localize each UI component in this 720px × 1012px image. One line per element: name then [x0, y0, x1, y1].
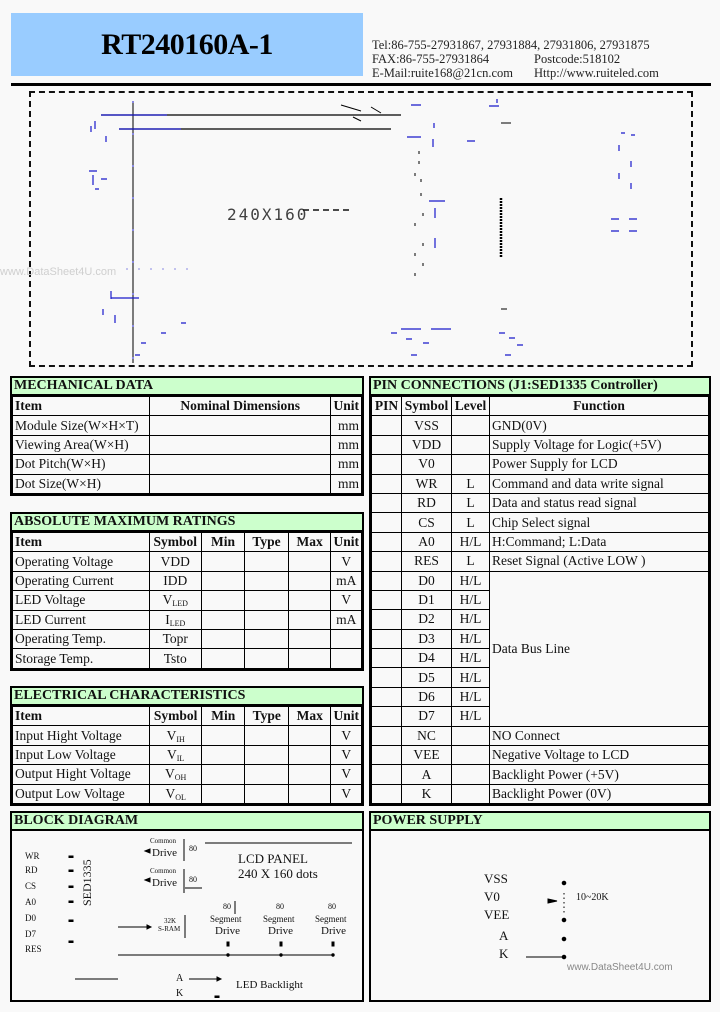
- symbol: V: [165, 785, 176, 801]
- pin-table: [371, 396, 709, 804]
- function: GND(0V): [490, 416, 709, 435]
- pin: [372, 687, 402, 706]
- table-row: [13, 629, 362, 648]
- function: Reset Signal (Active LOW ): [490, 552, 709, 571]
- table-row: [13, 784, 362, 803]
- pin: [372, 726, 402, 745]
- col-type: Type: [245, 707, 289, 726]
- col-item: Item: [13, 397, 150, 416]
- resistor-value: 10~20K: [576, 892, 609, 903]
- segment-count-3: 80: [328, 902, 336, 911]
- level: [452, 746, 490, 765]
- table-row: [372, 552, 709, 571]
- function: H:Command; L:Data: [490, 532, 709, 551]
- table-row: [372, 784, 709, 803]
- common-drive-2: Drive: [152, 877, 178, 889]
- pin: [372, 590, 402, 609]
- absolute-ratings-table: [12, 532, 362, 669]
- function-data-bus: Data Bus Line: [490, 571, 709, 726]
- table-row: [13, 765, 362, 784]
- segment-label-1: Segment: [210, 914, 242, 924]
- item: Input Low Voltage: [13, 745, 150, 764]
- function: Negative Voltage to LCD: [490, 746, 709, 765]
- controller-label: SED1335: [80, 859, 94, 906]
- item: LED Voltage: [13, 591, 150, 610]
- level: H/L: [452, 610, 490, 629]
- segment-count-1: 80: [223, 902, 231, 911]
- signal-d7: D7: [25, 929, 36, 939]
- level: L: [452, 552, 490, 571]
- common-count-1: 80: [189, 844, 197, 853]
- ps-vee: VEE: [484, 907, 510, 922]
- table-row: [13, 552, 362, 571]
- pin: [372, 474, 402, 493]
- unit: V: [331, 591, 362, 610]
- level: L: [452, 493, 490, 512]
- lcd-panel-dots: 240 X 160 dots: [238, 866, 318, 881]
- symbol: A0: [402, 532, 452, 551]
- symbol: D2: [402, 610, 452, 629]
- signal-wr: WR: [25, 851, 40, 861]
- table-row: [13, 726, 362, 745]
- col-unit: Unit: [331, 707, 362, 726]
- table-row: [372, 416, 709, 435]
- signal-d0: D0: [25, 913, 36, 923]
- item: Input Hight Voltage: [13, 726, 150, 745]
- anode-label: A: [176, 973, 184, 984]
- table-row: [372, 765, 709, 784]
- unit: V: [331, 784, 362, 803]
- unit: mm: [331, 455, 362, 474]
- common-drive-1: Drive: [152, 847, 178, 859]
- electrical-title: ELECTRICAL CHARACTERISTICS: [12, 688, 362, 706]
- pin: [372, 571, 402, 590]
- item: Dot Pitch(W×H): [13, 455, 150, 474]
- col-min: Min: [202, 707, 245, 726]
- value: [150, 474, 331, 493]
- symbol: V: [167, 746, 177, 762]
- unit: mm: [331, 474, 362, 493]
- unit: mA: [331, 610, 362, 629]
- col-function: Function: [490, 397, 709, 416]
- signal-res: RES: [25, 944, 42, 954]
- drawing-lines: [31, 93, 695, 369]
- table-row: [13, 455, 362, 474]
- drawing-label: 240X160: [227, 205, 309, 224]
- item: Module Size(W×H×T): [13, 416, 150, 435]
- table-row: [13, 571, 362, 590]
- website-link[interactable]: Http://www.ruiteled.com: [534, 66, 659, 80]
- item: Operating Voltage: [13, 552, 150, 571]
- fax: FAX:86-755-27931864: [372, 52, 490, 66]
- symbol: Topr: [162, 631, 188, 647]
- col-symbol: Symbol: [402, 397, 452, 416]
- unit: V: [331, 552, 362, 571]
- table-row: [372, 532, 709, 551]
- table-row: [13, 474, 362, 493]
- symbol: V0: [402, 455, 452, 474]
- value: [150, 416, 331, 435]
- unit: V: [331, 726, 362, 745]
- unit: mm: [331, 435, 362, 454]
- pin: [372, 629, 402, 648]
- common-label-1: Common: [150, 837, 177, 845]
- item: Dot Size(W×H): [13, 474, 150, 493]
- col-symbol: Symbol: [149, 533, 201, 552]
- symbol: Tsto: [163, 650, 187, 666]
- cathode-label: K: [176, 988, 184, 999]
- symbol: V: [166, 727, 177, 743]
- symbol: CS: [402, 513, 452, 532]
- item: Viewing Area(W×H): [13, 435, 150, 454]
- table-row: [13, 610, 362, 629]
- level: H/L: [452, 649, 490, 668]
- lcd-panel-label: LCD PANEL: [238, 851, 308, 866]
- ps-a: A: [499, 928, 509, 943]
- level: H/L: [452, 571, 490, 590]
- pin: [372, 765, 402, 784]
- symbol: VDD: [402, 435, 452, 454]
- level: L: [452, 513, 490, 532]
- pin: [372, 552, 402, 571]
- segment-count-2: 80: [276, 902, 284, 911]
- function: Backlight Power (+5V): [490, 765, 709, 784]
- table-row: [13, 435, 362, 454]
- symbol-sub: IL: [176, 753, 185, 763]
- pin-connections-title: PIN CONNECTIONS (J1:SED1335 Controller): [371, 378, 709, 396]
- level: H/L: [452, 590, 490, 609]
- symbol: D7: [402, 707, 452, 726]
- item: Operating Temp.: [13, 629, 150, 648]
- level: [452, 455, 490, 474]
- symbol-sub: LED: [169, 618, 186, 628]
- function: Command and data write signal: [490, 474, 709, 493]
- electrical-characteristics-panel: [10, 686, 364, 806]
- contact-info: [372, 38, 659, 80]
- symbol: I: [165, 611, 170, 627]
- symbol: V: [165, 766, 175, 782]
- pin: [372, 610, 402, 629]
- symbol: NC: [402, 726, 452, 745]
- pin: [372, 668, 402, 687]
- table-row: [13, 591, 362, 610]
- electrical-table: [12, 706, 362, 804]
- pin: [372, 493, 402, 512]
- level: [452, 435, 490, 454]
- symbol-sub: LED: [172, 599, 188, 609]
- function: Backlight Power (0V): [490, 784, 709, 803]
- email: E-Mail:ruite168@21cn.com: [372, 66, 513, 80]
- col-item: Item: [13, 533, 150, 552]
- pin: [372, 707, 402, 726]
- table-row: [372, 493, 709, 512]
- unit: [331, 649, 362, 668]
- table-row: [13, 416, 362, 435]
- sram-size: 32K: [164, 917, 177, 925]
- symbol-sub: OH: [174, 773, 187, 783]
- unit: [331, 629, 362, 648]
- ps-vss: VSS: [484, 871, 508, 886]
- col-symbol: Symbol: [150, 707, 202, 726]
- value: [150, 455, 331, 474]
- mechanical-drawing: [29, 91, 693, 367]
- table-row: [372, 513, 709, 532]
- col-max: Max: [288, 707, 331, 726]
- block-diagram-lines: [12, 831, 362, 1001]
- symbol: D5: [402, 668, 452, 687]
- col-nominal: Nominal Dimensions: [150, 397, 331, 416]
- symbol: IDD: [163, 572, 188, 588]
- symbol: VSS: [402, 416, 452, 435]
- level: [452, 416, 490, 435]
- power-supply-title: POWER SUPPLY: [371, 813, 709, 831]
- symbol: V: [162, 592, 173, 608]
- pin: [372, 532, 402, 551]
- table-row: [372, 455, 709, 474]
- signal-a0: A0: [25, 897, 36, 907]
- level: [452, 726, 490, 745]
- col-type: Type: [245, 533, 289, 552]
- block-diagram-panel: [10, 811, 364, 1002]
- model-title: RT240160A-1: [101, 27, 273, 61]
- postcode: Postcode:518102: [534, 52, 621, 66]
- value: [150, 435, 331, 454]
- segment-label-3: Segment: [315, 914, 347, 924]
- pin: [372, 784, 402, 803]
- level: [452, 784, 490, 803]
- mechanical-data-panel: [10, 376, 364, 496]
- symbol-sub: IH: [176, 734, 185, 744]
- col-item: Item: [13, 707, 150, 726]
- table-row: [372, 435, 709, 454]
- function: Data and status read signal: [490, 493, 709, 512]
- table-row: [372, 726, 709, 745]
- segment-drive-3: Drive: [321, 925, 347, 937]
- symbol: VDD: [160, 553, 190, 569]
- symbol: RD: [402, 493, 452, 512]
- segment-drive-2: Drive: [268, 925, 294, 937]
- function: Chip Select signal: [490, 513, 709, 532]
- watermark: www.DataSheet4U.com: [0, 266, 117, 278]
- ps-v0: V0: [484, 889, 500, 904]
- pin: [372, 435, 402, 454]
- function: NO Connect: [490, 726, 709, 745]
- symbol: RES: [402, 552, 452, 571]
- level: L: [452, 474, 490, 493]
- segment-label-2: Segment: [263, 914, 295, 924]
- power-supply-panel: [369, 811, 711, 1002]
- mechanical-data-title: MECHANICAL DATA: [12, 378, 362, 396]
- function: Power Supply for LCD: [490, 455, 709, 474]
- symbol: D1: [402, 590, 452, 609]
- table-row: [13, 649, 362, 668]
- col-unit: Unit: [331, 533, 362, 552]
- level: [452, 765, 490, 784]
- pin-connections-panel: [369, 376, 711, 806]
- level: H/L: [452, 668, 490, 687]
- symbol: VEE: [402, 746, 452, 765]
- absolute-ratings-title: ABSOLUTE MAXIMUM RATINGS: [12, 514, 362, 532]
- unit: V: [331, 745, 362, 764]
- item: Output Hight Voltage: [13, 765, 150, 784]
- item: Storage Temp.: [13, 649, 150, 668]
- col-unit: Unit: [331, 397, 362, 416]
- sram-label: S-RAM: [158, 925, 181, 933]
- symbol: A: [402, 765, 452, 784]
- mechanical-table: [12, 396, 362, 494]
- function: Supply Voltage for Logic(+5V): [490, 435, 709, 454]
- symbol: K: [402, 784, 452, 803]
- unit: V: [331, 765, 362, 784]
- common-count-2: 80: [189, 875, 197, 884]
- symbol: D3: [402, 629, 452, 648]
- symbol: D4: [402, 649, 452, 668]
- pin: [372, 649, 402, 668]
- table-row: [372, 474, 709, 493]
- item: Operating Current: [13, 571, 150, 590]
- segment-drive-1: Drive: [215, 925, 241, 937]
- led-backlight-label: LED Backlight: [236, 979, 303, 991]
- col-pin: PIN: [372, 397, 402, 416]
- symbol-sub: OL: [175, 792, 186, 802]
- table-row: [372, 746, 709, 765]
- power-supply-lines: [371, 831, 711, 1001]
- level: H/L: [452, 532, 490, 551]
- title-banner: [11, 13, 363, 76]
- pin: [372, 455, 402, 474]
- table-row: [372, 571, 709, 590]
- level: H/L: [452, 687, 490, 706]
- col-min: Min: [201, 533, 244, 552]
- level: H/L: [452, 629, 490, 648]
- item: Output Low Voltage: [13, 784, 150, 803]
- block-diagram: [12, 831, 362, 1000]
- table-row: [13, 745, 362, 764]
- symbol: D6: [402, 687, 452, 706]
- unit: mA: [331, 571, 362, 590]
- header-divider: [11, 83, 711, 86]
- pin: [372, 416, 402, 435]
- watermark: www.DataSheet4U.com: [567, 962, 673, 973]
- col-level: Level: [452, 397, 490, 416]
- unit: mm: [331, 416, 362, 435]
- pin: [372, 513, 402, 532]
- tel: Tel:86-755-27931867, 27931884, 27931806, 27931875: [372, 38, 650, 52]
- absolute-ratings-panel: [10, 512, 364, 671]
- block-diagram-title: BLOCK DIAGRAM: [12, 813, 362, 831]
- item: LED Current: [13, 610, 150, 629]
- pin: [372, 746, 402, 765]
- signal-rd: RD: [25, 865, 38, 875]
- symbol: D0: [402, 571, 452, 590]
- level: H/L: [452, 707, 490, 726]
- col-max: Max: [288, 533, 331, 552]
- common-label-2: Common: [150, 867, 177, 875]
- ps-k: K: [499, 946, 509, 961]
- signal-cs: CS: [25, 881, 37, 891]
- symbol: WR: [402, 474, 452, 493]
